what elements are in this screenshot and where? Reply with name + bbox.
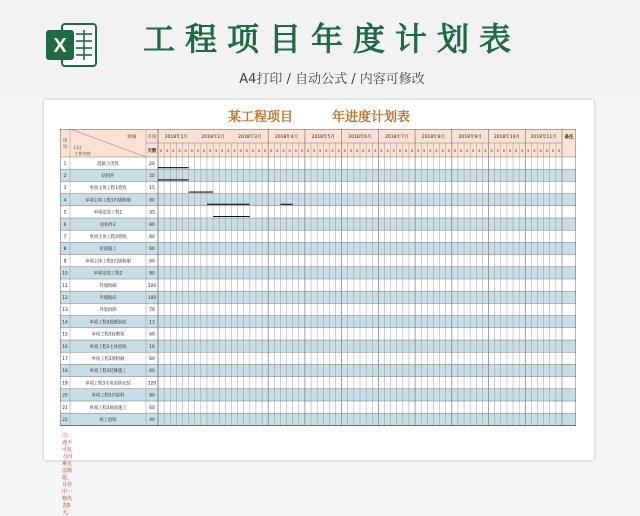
row-days: 60 (149, 247, 155, 253)
subcol-label: 5 (527, 148, 530, 153)
col-seq-label: 序 (62, 139, 68, 144)
row-task: 单项主体工程2内墙粉刷 (85, 259, 131, 265)
month-header: 2018年10月 (493, 135, 521, 140)
row-number: 17 (62, 357, 68, 362)
row-task: 屋面施工 (99, 247, 117, 253)
month-header: 2018年5月 (311, 135, 335, 140)
table-row-bg (60, 181, 576, 193)
subcol-label: 5 (496, 148, 499, 153)
row-number: 13 (62, 308, 68, 314)
row-days: 60 (149, 369, 155, 375)
subcol-label: 5 (429, 148, 432, 153)
row-number: 15 (62, 332, 68, 338)
gantt-table (60, 129, 576, 459)
row-days: 60 (149, 332, 155, 338)
header-banner (0, 0, 640, 98)
row-number: 4 (63, 198, 67, 204)
row-task: 单项安装工程1 (93, 210, 123, 216)
table-row-bg (60, 303, 576, 315)
row-days: 16 (149, 344, 155, 350)
spreadsheet-preview (44, 100, 594, 516)
month-header: 2018年8月 (421, 135, 446, 140)
table-row-bg (60, 206, 576, 218)
month-header: 2018年11月 (530, 135, 557, 140)
row-days: 80 (149, 198, 155, 204)
subcol-label: 5 (337, 148, 340, 153)
subcol-label: 5 (214, 148, 218, 153)
row-days: 100 (147, 283, 157, 289)
row-number: 3 (63, 186, 67, 192)
excel-icon-letter: X (53, 35, 67, 57)
table-row-bg (60, 291, 576, 303)
row-task: 单项主体工程2验收 (89, 235, 127, 240)
row-number: 10 (62, 271, 68, 277)
row-days: 70 (149, 308, 155, 314)
subcol-label: 5 (270, 148, 273, 153)
subcol-label: 5 (416, 148, 420, 153)
subcol-label: 5 (490, 148, 493, 153)
subcol-label: 5 (325, 148, 328, 153)
table-row-bg (60, 218, 576, 230)
subcol-label: 5 (312, 148, 316, 153)
row-task: 单项工程3砖砌体 (91, 332, 125, 338)
row-number: 11 (62, 283, 68, 289)
subcol-label: 5 (398, 148, 401, 153)
row-number: 20 (62, 393, 68, 399)
row-days: 80 (149, 271, 155, 277)
table-row-bg (60, 352, 576, 364)
footnote: 注：遇不可抗力因素无法顺延，月份中一格代表5天。 (62, 433, 73, 516)
table-row-bg (60, 413, 576, 425)
month-header: 2018年1月 (164, 135, 189, 140)
row-number: 8 (63, 247, 67, 253)
subcol-label: 5 (545, 148, 548, 153)
col-days-label: 天数 (147, 149, 157, 154)
table-row-bg (60, 401, 576, 413)
row-days: 13 (149, 320, 155, 326)
excel-icon (44, 20, 100, 70)
row-task: 单项工程3地面施工 (89, 405, 127, 411)
row-task: 单项工程3墙粉刷 (91, 357, 125, 362)
month-header: 2018年9月 (458, 135, 482, 140)
table-row-bg (60, 194, 576, 206)
table-row-bg (60, 255, 576, 267)
table-row-bg (60, 328, 576, 340)
subcol-label: 5 (245, 148, 248, 153)
subcol-label: 5 (380, 148, 383, 153)
subcol-label: 5 (502, 148, 506, 153)
row-task: 外墙粉刷 (99, 283, 117, 289)
subcol-label: 5 (557, 148, 561, 153)
row-number: 9 (63, 259, 67, 265)
subcol-label: 5 (374, 148, 377, 153)
month-header: 2018年4月 (274, 135, 299, 140)
subcol-label: 5 (306, 148, 310, 153)
sheet-title-left: 某工程项目 (227, 110, 293, 125)
subcol-label: 5 (459, 148, 463, 153)
subcol-label: 5 (435, 148, 438, 153)
row-task: 单项工程3水电消防安装 (85, 381, 131, 387)
row-task: 单项主体工程1验收 (89, 186, 127, 192)
subcol-label: 5 (165, 148, 169, 153)
subcol-label: 5 (202, 148, 206, 153)
table-row-bg (60, 377, 576, 389)
col-note-label: 备注 (564, 135, 574, 140)
subcol-label: 5 (423, 148, 426, 153)
row-task: 结构件 (101, 174, 115, 179)
subcol-label: 5 (208, 148, 212, 153)
row-days: 60 (149, 405, 155, 411)
row-number: 18 (62, 369, 68, 375)
row-days: 20 (149, 161, 155, 167)
row-days: 120 (147, 381, 157, 387)
subcol-label: 5 (343, 148, 346, 153)
subcol-label: 5 (392, 148, 395, 153)
row-days: 60 (149, 259, 155, 265)
row-number: 12 (62, 296, 68, 301)
row-days: 40 (149, 418, 155, 423)
sheet-title (44, 106, 594, 130)
subcol-label: 5 (410, 148, 414, 153)
row-days: 80 (149, 393, 155, 399)
row-number: 7 (63, 235, 67, 240)
row-task: 单项安装工程2 (93, 271, 123, 277)
month-header: 2018年7月 (385, 135, 409, 140)
table-row-bg (60, 316, 576, 328)
row-task: 外墙贴砖 (99, 296, 117, 301)
subcol-label: 5 (221, 148, 224, 153)
row-task: 混凝土浇筑 (97, 161, 119, 167)
subcol-label: 5 (447, 148, 450, 153)
table-row-bg (60, 242, 576, 254)
col-content-label: 工作内容 (74, 151, 91, 156)
subcol-label: 5 (263, 148, 267, 153)
subcol-label: 5 (484, 148, 487, 153)
row-number: 5 (63, 210, 67, 216)
subcol-label: 5 (190, 148, 193, 153)
subcol-label: 5 (533, 148, 536, 153)
subcol-label: 5 (478, 148, 481, 153)
subcol-label: 5 (276, 148, 279, 153)
table-row-bg (60, 157, 576, 169)
col-seq-label: 号 (62, 145, 68, 150)
subcol-label: 5 (233, 148, 236, 153)
subcol-label: 5 (331, 148, 334, 153)
subcol-label: 5 (159, 148, 163, 153)
row-number: 6 (63, 222, 67, 228)
page-subtitle: A4打印 / 自动公式 / 内容可修改 (239, 72, 425, 87)
row-number: 16 (62, 344, 68, 350)
row-number: 1 (63, 161, 67, 167)
subcol-label: 5 (367, 148, 371, 153)
subcol-label: 5 (453, 148, 457, 153)
row-number: 21 (62, 405, 68, 411)
row-task: 单项工程3观感验收 (89, 320, 127, 326)
row-number: 22 (62, 418, 68, 423)
row-days: 60 (149, 235, 155, 240)
row-days: 60 (149, 357, 155, 362)
page-title: 工程项目年度计划表 (142, 20, 521, 58)
month-header: 2018年3月 (238, 135, 262, 140)
table-row-bg (60, 169, 576, 181)
table-row-bg (60, 389, 576, 401)
table-row-bg (60, 230, 576, 242)
table-row-bg (60, 340, 576, 352)
subcol-label: 5 (257, 148, 261, 153)
row-number: 14 (62, 320, 68, 326)
row-task: 单项工程3内涂料 (91, 393, 125, 399)
subcol-label: 5 (294, 148, 297, 153)
subcol-label: 5 (508, 148, 512, 153)
subcol-label: 5 (196, 148, 199, 153)
month-header: 2018年6月 (348, 135, 372, 140)
row-task: 外架拆除 (99, 308, 117, 314)
subcol-label: 5 (386, 148, 389, 153)
row-days: 100 (147, 296, 157, 301)
subcol-label: 5 (184, 148, 187, 153)
col-time-label: 时间 (127, 135, 137, 140)
row-task: 单项工程3装修施工 (89, 369, 127, 375)
row-days: 80 (149, 222, 155, 228)
row-days: 20 (149, 174, 155, 179)
subcol-label: 5 (404, 148, 408, 153)
row-task: 单项主体工程1内墙粉刷 (85, 198, 131, 204)
subcol-label: 5 (239, 148, 242, 153)
row-days: 35 (149, 210, 155, 216)
col-month-label: 月份 (147, 135, 157, 140)
row-task: 竣工验收 (99, 418, 117, 423)
table-row-bg (60, 364, 576, 376)
row-number: 19 (62, 381, 68, 387)
subcol-label: 5 (361, 148, 365, 153)
subcol-label: 5 (441, 148, 444, 153)
sheet-title-right: 年进度计划表 (332, 110, 411, 125)
subcol-label: 5 (178, 148, 181, 153)
subcol-label: 5 (251, 148, 255, 153)
table-row-bg (60, 279, 576, 291)
subcol-label: 5 (472, 148, 475, 153)
row-task: 结构件2 (100, 222, 116, 228)
subcol-label: 5 (539, 148, 542, 153)
table-row-bg (60, 267, 576, 279)
subcol-label: 5 (300, 148, 304, 153)
subcol-label: 5 (355, 148, 359, 153)
row-days: 15 (149, 186, 155, 192)
subcol-label: 5 (465, 148, 469, 153)
subcol-label: 5 (227, 148, 230, 153)
subcol-label: 5 (514, 148, 518, 153)
subcol-label: 5 (349, 148, 353, 153)
subcol-label: 5 (282, 148, 285, 153)
row-number: 2 (63, 174, 67, 179)
subcol-label: 5 (319, 148, 322, 153)
month-header: 2018年2月 (201, 135, 225, 140)
col-content-label: (天) (74, 145, 82, 150)
subcol-label: 5 (172, 148, 175, 153)
subcol-label: 5 (551, 148, 555, 153)
subcol-label: 5 (288, 148, 291, 153)
subcol-label: 5 (521, 148, 524, 153)
row-task: 单项工程3主体验收 (89, 344, 127, 350)
